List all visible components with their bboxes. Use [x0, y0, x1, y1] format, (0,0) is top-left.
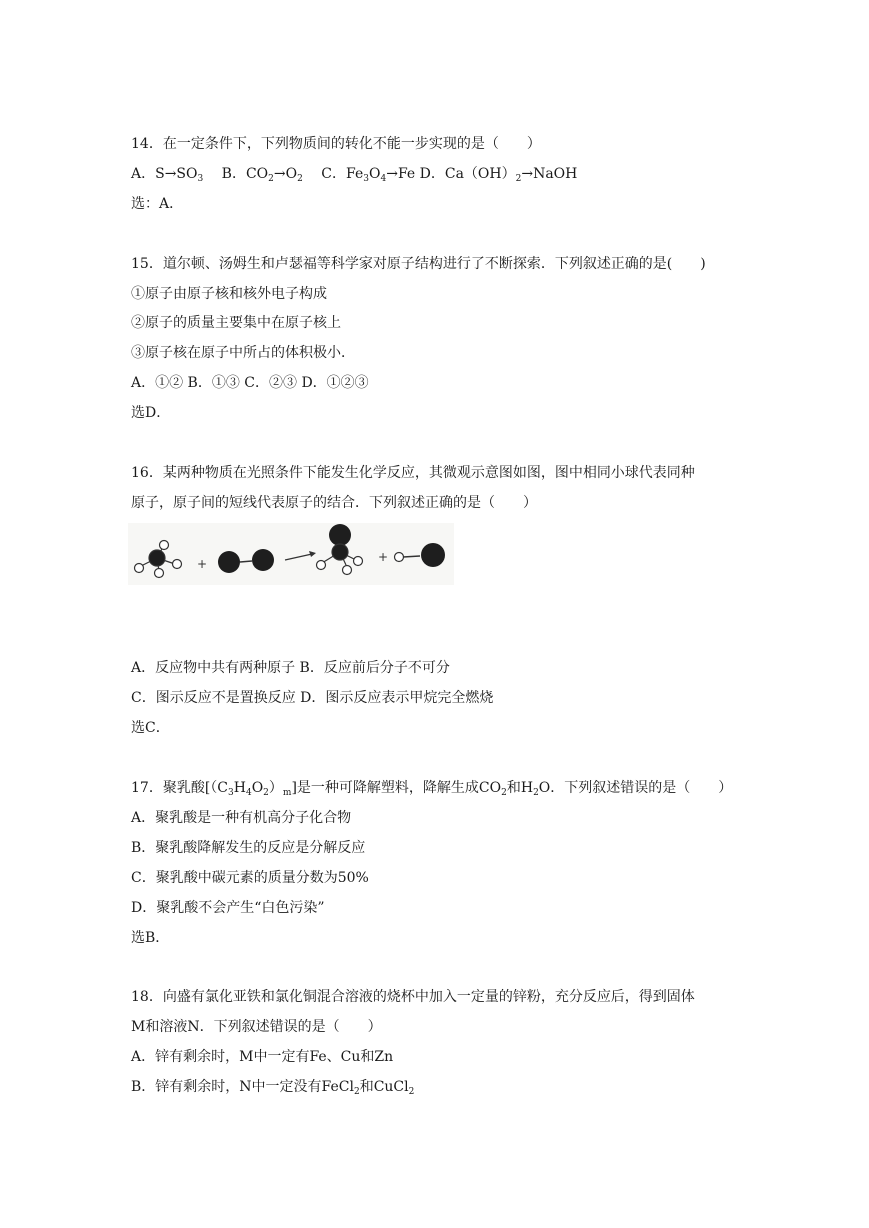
subscript: 2 — [515, 174, 522, 184]
q17-answer: 选B． — [131, 930, 170, 946]
subscript: 2 — [408, 1087, 415, 1097]
subscript: 3 — [197, 174, 204, 184]
q14-opt-c: C．Fe — [302, 166, 364, 182]
q14-stem: 14．在一定条件下，下列物质间的转化不能一步实现的是（ ） — [131, 136, 541, 152]
q17-stem-o: O — [251, 780, 264, 796]
plus-sign-1: + — [197, 557, 208, 571]
q16-options-ab: A．反应物中共有两种原子 B．反应前后分子不可分 — [131, 660, 450, 676]
q17-stem-pre: 17．聚乳酸[（C — [131, 780, 228, 796]
q15-stem: 15．道尔顿、汤姆生和卢瑟福等科学家对原子结构进行了不断探索．下列叙述正确的是( ) — [131, 256, 706, 272]
diagram-background — [128, 523, 454, 585]
q17-option-b: B．聚乳酸降解发生的反应是分解反应 — [131, 840, 366, 856]
plus-sign-2: + — [378, 550, 389, 564]
subscript: 3 — [228, 788, 234, 798]
q17-option-d: D．聚乳酸不会产生“白色污染” — [131, 900, 325, 916]
q18-option-b-pre: B．锌有剩余时，N中一定没有FeCl — [131, 1079, 354, 1095]
q18-stem-line2: M和溶液N．下列叙述错误的是（ ） — [131, 1019, 382, 1035]
q15-answer: 选D． — [131, 405, 171, 421]
q16-options-cd: C．图示反应不是置换反应 D．图示反应表示甲烷完全燃烧 — [131, 690, 494, 706]
q14-opt-a: A．S→SO — [131, 166, 198, 182]
q17-stem-mid: ]是一种可降解塑料，降解生成CO — [291, 780, 502, 796]
q15-statement-2: ②原子的质量主要集中在原子核上 — [131, 315, 341, 331]
q14-opt-b-mid: →O — [273, 166, 298, 182]
q16-answer: 选C． — [131, 720, 170, 736]
subscript: 3 — [363, 174, 369, 184]
q17-stem-and: 和H — [506, 780, 534, 796]
q16-stem-line2: 原子，原子间的短线代表原子的结合．下列叙述正确的是（ ） — [131, 495, 537, 511]
q15-statement-3: ③原子核在原子中所占的体积极小． — [131, 345, 355, 361]
subscript: 4 — [380, 174, 387, 184]
q14-opt-c-post: →Fe D．Ca（OH） — [386, 166, 516, 182]
q18-option-a: A．锌有剩余时，M中一定有Fe、Cu和Zn — [131, 1049, 394, 1065]
subscript: 2 — [268, 174, 274, 184]
q16-stem-line1: 16．某两种物质在光照条件下能发生化学反应，其微观示意图如图，图中相同小球代表同种 — [131, 465, 695, 481]
q17-option-c: C．聚乳酸中碳元素的质量分数为50% — [131, 870, 369, 886]
q17-stem — [131, 778, 732, 798]
subscript: m — [282, 788, 292, 798]
q17-stem-close: ） — [268, 780, 283, 796]
subscript: 4 — [245, 788, 252, 798]
q18-stem-line1: 18．向盛有氯化亚铁和氯化铜混合溶液的烧杯中加入一定量的锌粉，充分反应后，得到固体 — [131, 989, 695, 1005]
subscript: 2 — [501, 788, 507, 798]
q17-stem-h: H — [233, 780, 246, 796]
q14-opt-c-mid: O — [369, 166, 381, 182]
q14-answer: 选：A． — [131, 196, 184, 212]
q18-option-b — [131, 1077, 414, 1097]
q17-option-a: A．聚乳酸是一种有机高分子化合物 — [131, 810, 352, 826]
q14-options — [131, 164, 577, 184]
q17-stem-post: O．下列叙述错误的是（ ） — [538, 780, 733, 796]
subscript: 2 — [297, 174, 303, 184]
reaction-diagram — [128, 523, 454, 585]
subscript: 2 — [353, 1087, 360, 1097]
q18-option-b-mid: 和CuCl — [359, 1079, 409, 1095]
subscript: 2 — [533, 788, 539, 798]
q15-options: A．①② B．①③ C．②③ D．①②③ — [131, 375, 369, 391]
q15-statement-1: ①原子由原子核和核外电子构成 — [131, 286, 327, 302]
q14-opt-b: B．CO — [203, 166, 269, 182]
q14-opt-d-post: →NaOH — [521, 166, 578, 182]
subscript: 2 — [263, 788, 269, 798]
